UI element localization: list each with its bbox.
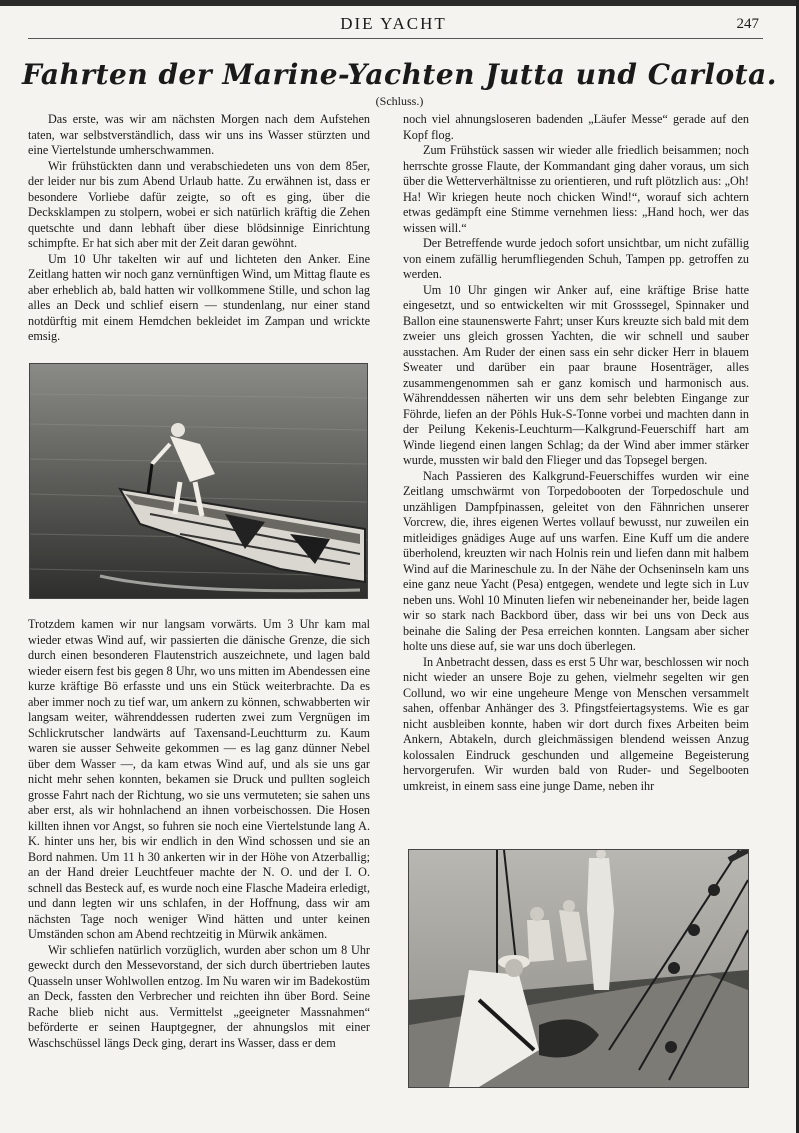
paragraph: Um 10 Uhr gingen wir Anker auf, eine kräftige Brise hatte eingesetzt, und so entwickelten wir mit Grosssegel, Spinnaker und Ballon eine staunenswerte Fahrt; unser Kurs kreuzte sich bald mit dem zweier uns gleich grossen Yachten, die wir schnell und sauber ausstachen. Am Ruder der einen sass ein sehr dicker Herr in blauem Sweater und darüber ein paar braune Hosenträger, alles zusammengenommen sah er ganz komisch und harmonisch aus. Währenddessen näherten wir uns dem sehr belebten Eingange zur Föhrde, liefen an der Pöhls Huk-S-Tonne vorbei und machten dann in der Peilung Kekenis-Leuchturm—Kalkgrund-Feuerschiff hart am Winde liegend einen langen Schlag; da der Wind aber immer stärker wurde, mussten wir bald den Flieger und das Topsegel bergen.	[403, 282, 749, 467]
article-title: Fahrten der Marine-Yachten Jutta und Carlota.	[21, 58, 778, 91]
rowing-boat-image	[30, 364, 367, 598]
paragraph: Nach Passieren des Kalkgrund-Feuerschiffes wurden wir eine Zeitlang umschwärmt von Torpedobooten der Torpedoschule und unzähligen Dampfpinassen, geleitet von den Fähnrichen unserer Vorcrew, die, ihres eigenen Wertes vollauf bewusst, nur zuweilen ein mitleidiges gnädiges Auge auf uns warfen. Eine Kuff um die andere überholend, kreuzten wir nach Holnis rein und liefen dann mit halbem Wind auf die Marineschule zu. In der Nähe der Ochseninseln kam uns eine ganz neue Yacht (Pesa) entgegen, wendete und legte sich in Luv neben uns. Wohl 10 Minuten liefen wir nebeneinander her, beide lagen wir so stark nach Backbord über, dass wir bei uns von Deck aus beinahe die Saling der Pesa erreichen konnten. Langsam aber sicher holte uns diese auf, sie war uns doch überlegen.	[403, 468, 749, 653]
paragraph: Das erste, was wir am nächsten Morgen nach dem Aufstehen taten, war selbstverständlich, dass wir uns ins Wasser stürzten und eine Viertelstunde umherschwammen.	[28, 112, 370, 157]
paragraph: Wir frühstückten dann und verabschiedeten uns von dem 85er, der leider nur bis zum Abend Urlaub hatte. Zu erwähnen ist, dass er besondere Vorliebe dafür zeigte, so oft es ging, über die Decksklampen zu stolpern, wobei er sich natürlich kräftig die Zehen quetschte und dann lebhaft über diese blödsinnige Einrichtung schimpfte. Er hat sich aber mit der Zeit daran gewöhnt.	[28, 158, 370, 250]
header-rule	[28, 38, 763, 39]
photo-yacht-deck	[408, 849, 749, 1088]
left-column-top	[28, 112, 370, 370]
paragraph: Trotzdem kamen wir nur langsam vorwärts. Um 3 Uhr kam mal wieder etwas Wind auf, wir passierten die dänische Grenze, die sich durch einen besonderen Flautenstrich auszeichnete, und lagen bald wieder eisern fest bis gegen 8 Uhr, wo uns mitten im Abendessen eine kurze kräftige Bö erfasste und uns ein Stück weiterbrachte. Da es aber immer noch zu tief war, um ankern zu können, schwabberten wir langsam weiter, währenddessen ruderten zwei zum Vergnügen im Schlickrutscher landwärts auf Taxensand-Leuchtturm zu. Kaum waren sie ausser Sehweite gekommen — es lag ganz dünner Nebel über dem Wasser —, da kam etwas Wind auf, und als sie uns gar nicht mehr sehen konnten, bekamen sie Druck und pullten sogleich grosse Fahrt nach der Richtung, wo sie uns vermuteten; sie sahen uns aber erst, als wir hohnlachend an ihnen vorbeischossen. Die Hosen killten ihnen vor Angst, so fuhren sie noch eine Viertelstunde lang A. K. hinter uns her, bis wir endlich in den Wind schossen und sie an Bord nahmen. Um 11 h 30 ankerten wir in der Höhe von Atzerballig; an der Hand dreier Leuchtfeuer machte der N. O. und der I. O. schnell das Besteck auf, es wurde noch eine Flasche Madeira erledigt, und dann legten wir uns schlafen, in der Hoffnung, dass wir am nächsten Tage noch weniger Wind hätten und unter keinen Umständen schon am Abend rechtzeitig in Mürwik ankämen.	[28, 617, 370, 941]
paragraph: Um 10 Uhr takelten wir auf und lichteten den Anker. Eine Zeitlang hatten wir noch ganz vernünftigen Wind, um Mittag flaute es aber erheblich ab, bald hatten wir vollkommene Stille, und schon lag alles an Deck und schlief eisern — stundenlang, nur einer stand notdürftig mit einem Hemdchen bekleidet im Zampan und wrickte emsig.	[28, 251, 370, 343]
page-number: 247	[736, 16, 759, 32]
right-column	[403, 112, 749, 838]
article-subtitle: (Schluss.)	[375, 94, 424, 108]
paragraph: Wir schliefen natürlich vorzüglich, wurden aber schon um 8 Uhr geweckt durch den Messevorstand, der sich durch übertrieben lautes Quasseln unser Wohlwollen entzog. Im Nu waren wir im Badekostüm an Deck, fassten den Verbrecher und reichten ihn über Bord. Seine Rache blieb nicht aus. Vermittelst „geeigneter Massnahmen“ beförderte er seinen Hauptgegner, der ahnungslos mit einer Waschschüssel längs Deck ging, derart ins Wasser, dass er dem	[28, 942, 370, 1050]
top-border	[0, 0, 799, 6]
paragraph: noch viel ahnungsloseren badenden „Läufer Messe“ gerade auf den Kopf flog.	[403, 112, 749, 142]
paragraph: In Anbetracht dessen, dass es erst 5 Uhr war, beschlossen wir noch nicht wieder an unsere Boje zu gehen, vielmehr segelten wir gen Collund, wo wir eine ungeheure Menge von Menschen versammelt sahen, offenbar Anhänger des 3. Pfingstfeiertagsystems. Wie es gar nicht ausbleiben konnte, haben wir dort durch fixes Arbeiten beim Ankern, Abtakeln, durch gleichmässigen blendend weissen Anzug kolossalen Eindruck geschunden und allgemeine Begeisterung hervorgerufen. Wir wurden bald von Ruder- und Segelbooten umkreist, in einem sass eine junge Dame, neben ihr	[403, 654, 749, 793]
paragraph: Zum Frühstück sassen wir wieder alle friedlich beisammen; noch herrschte grosse Flaute, der Kommandant ging daher voraus, um sich über die Wetterverhältnisse zu orientieren, und ruft plötzlich aus: „Oh! Ha! Wir kriegen heute noch chicken Wind!“, worauf sich achtern etwas gedämpft eine Stimme vernehmen liess: „Hand hoch, wer das wissen will.“	[403, 143, 749, 235]
page-header	[28, 14, 759, 36]
running-title: DIE YACHT	[340, 14, 447, 33]
paragraph: Der Betreffende wurde jedoch sofort unsichtbar, um nicht zufällig von einem zufällig herumfliegenden Schuh, Tampen pp. getroffen zu werden.	[403, 236, 749, 281]
photo-rowing-boat	[29, 363, 368, 599]
left-column-bottom	[28, 617, 370, 1095]
yacht-deck-image	[409, 850, 748, 1087]
